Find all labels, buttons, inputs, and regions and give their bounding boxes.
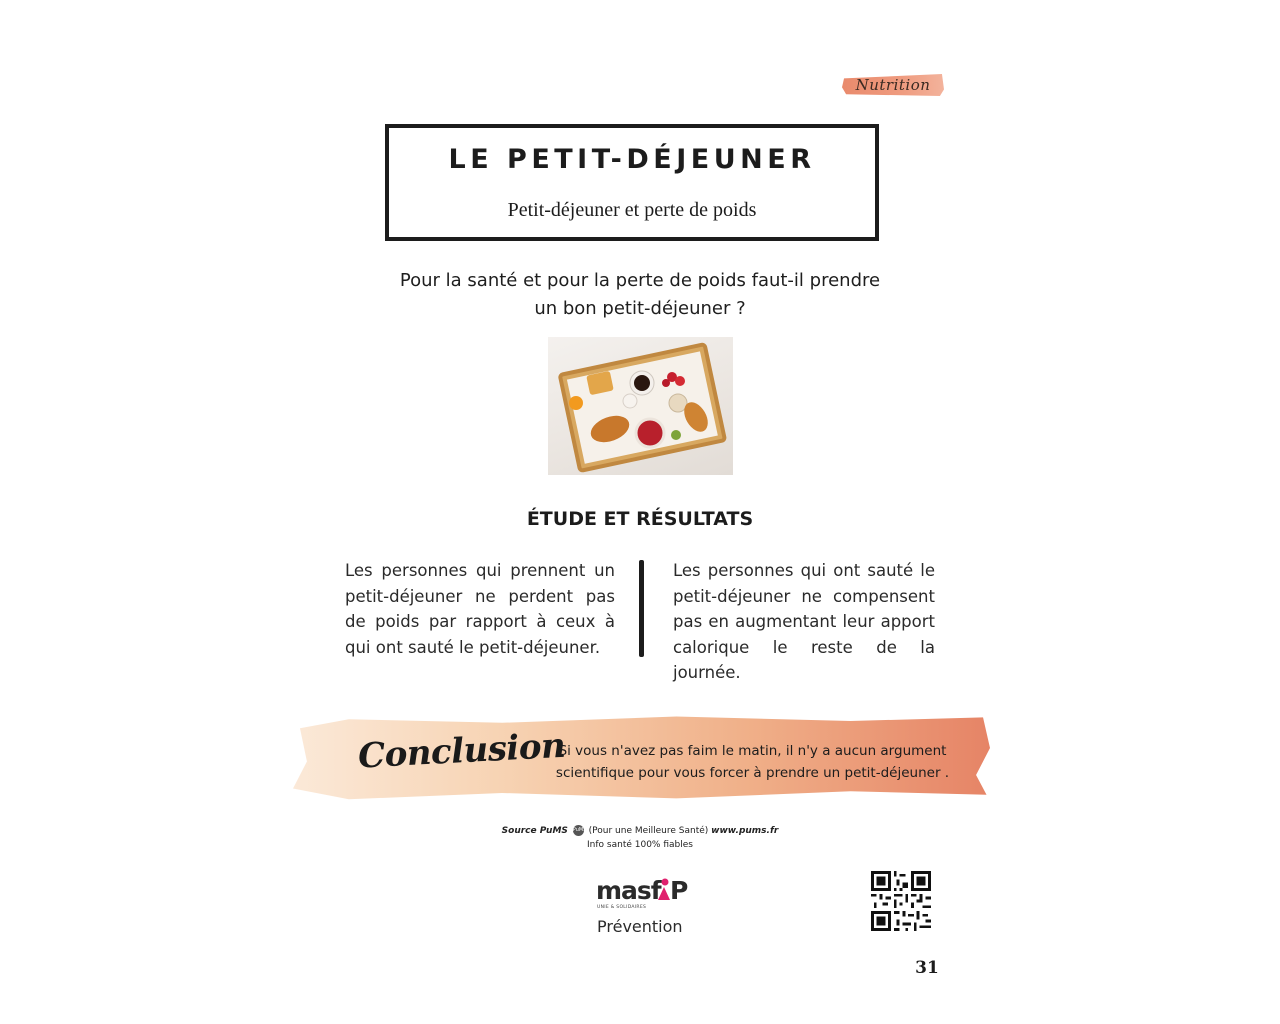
section-heading: ÉTUDE ET RÉSULTATS [526,508,754,530]
conclusion-text [540,740,965,784]
source-description: (Pour une Meilleure Santé) [588,826,709,836]
intro-question [360,267,920,323]
breakfast-tray-illustration [548,337,733,475]
study-result-left: Les personnes qui prennent un petit-déjeuner ne perdent pas de poids par rapport à ceux à qui ont sauté le petit-déjeuner. [345,561,615,657]
prevention-label [597,917,697,936]
breakfast-tray-image [548,337,733,475]
masfip-logo-mark [596,876,696,906]
page-subtitle: Petit-déjeuner et perte de poids [507,199,757,221]
page-number: 31 [915,958,939,978]
intro-question-line2: un bon petit-déjeuner ? [534,298,746,319]
qr-code-icon[interactable] [871,871,931,931]
source-tagline: Info santé 100% fiables [587,840,693,850]
pums-logo-icon: PuMS [573,825,584,836]
conclusion-text-line2: scientifique pour vous forcer à prendre un petit-déjeuner . [555,765,950,781]
masfip-logo [596,876,696,906]
intro-question-line1: Pour la santé et pour la perte de poids faut-il prendre [399,270,881,291]
masfip-brand-text: masf [596,876,661,905]
study-result-right: Les personnes qui ont sauté le petit-déjeuner ne compensent pas en augmentant leur apport calorique le reste de la journée. [673,561,935,682]
conclusion-label: Conclusion [357,725,567,777]
prevention-text: Prévention [597,917,683,936]
source-url[interactable]: www.pums.fr [711,826,779,836]
column-divider [639,560,644,657]
source-label: Source PuMS [501,826,568,836]
title-frame [385,124,879,241]
source-credit [430,824,850,852]
conclusion-text-line1: Si vous n'avez pas faim le matin, il n'y a aucun argument [558,743,947,759]
section-tag: Nutrition [855,76,931,94]
page-title: LE PETIT-DÉJEUNER [448,144,816,175]
svg-text:P: P [670,876,688,905]
masfip-tagline: UNIE & SOLIDAIRES [597,905,647,910]
